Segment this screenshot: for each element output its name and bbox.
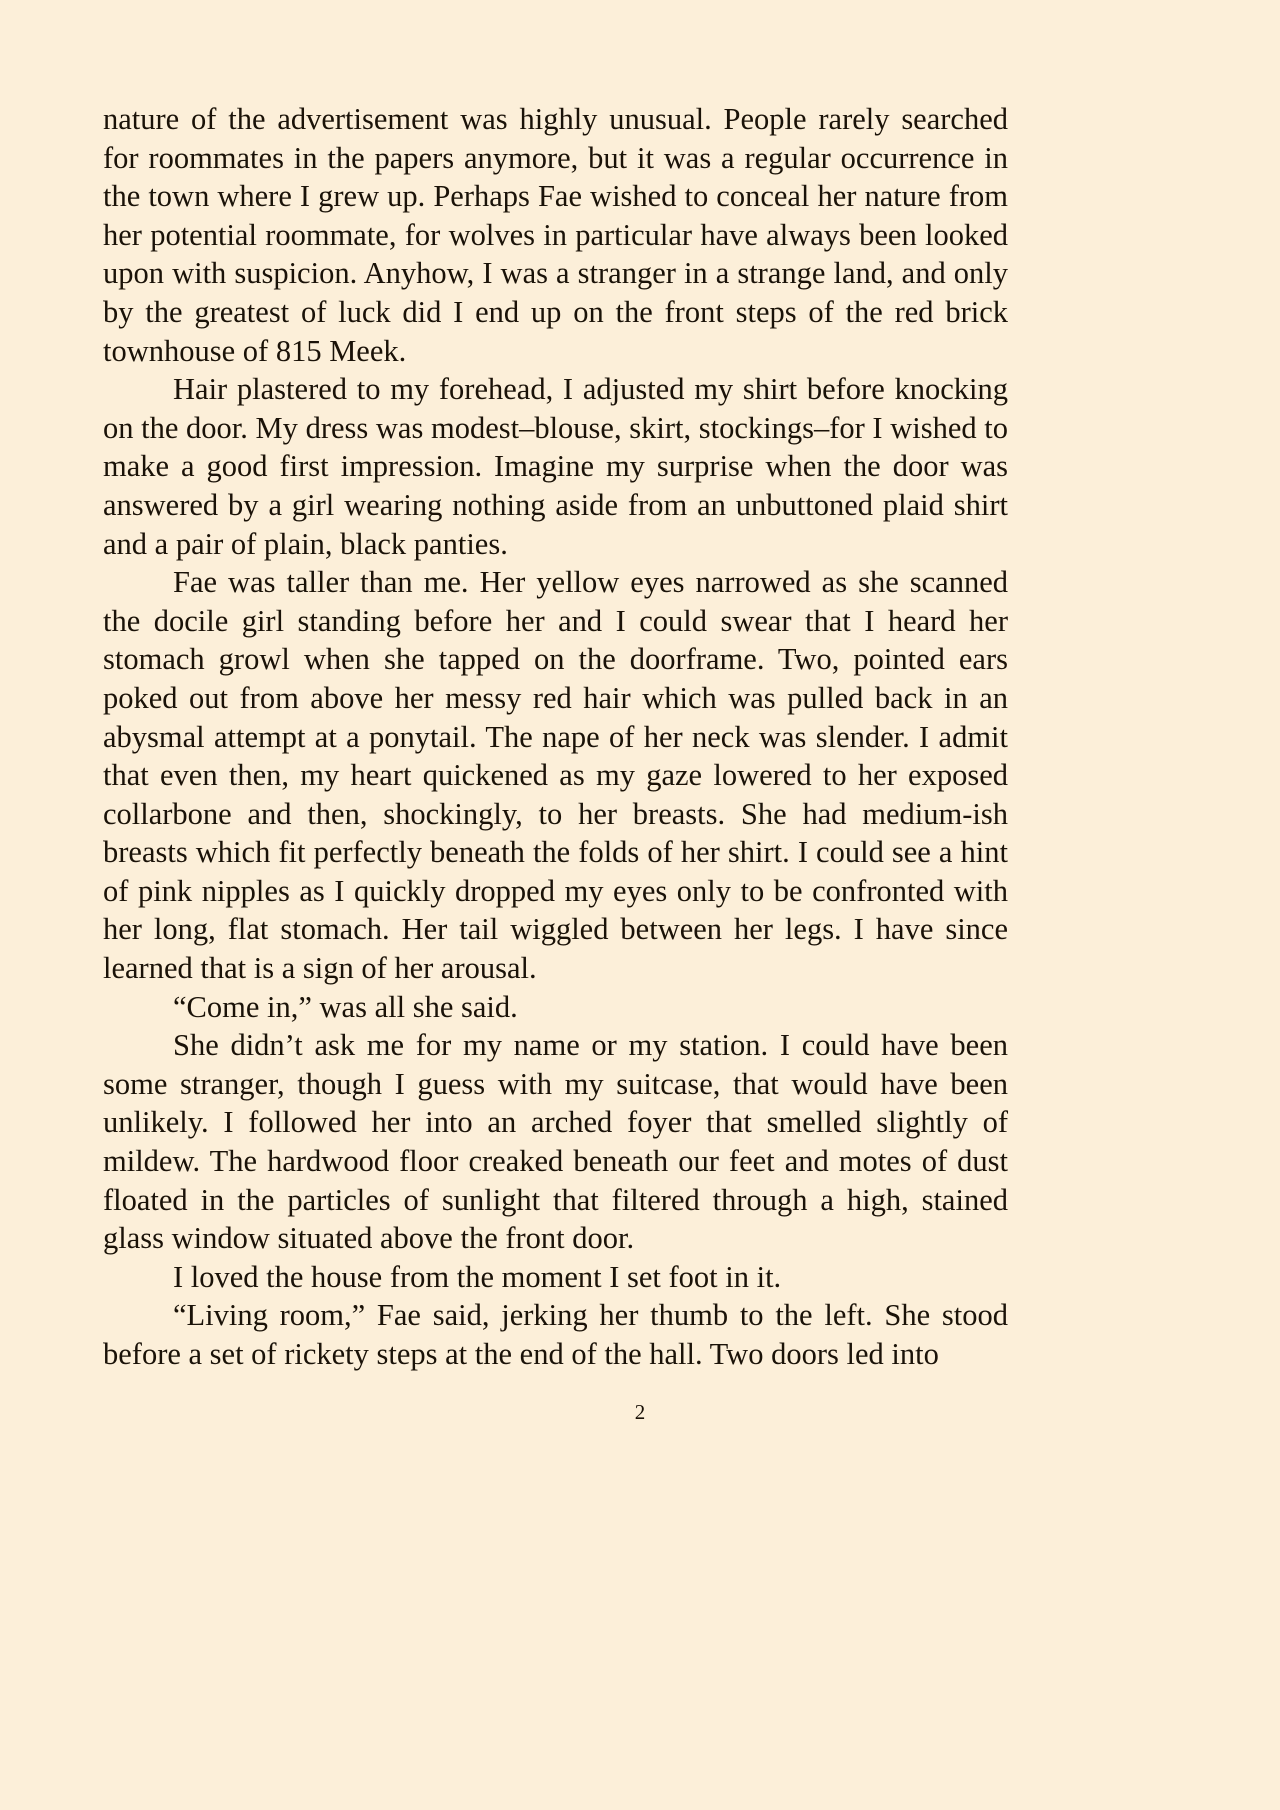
paragraph-she-didnt-ask: She didn’t ask me for my name or my station. I could have been some stranger, though I guess with my suitcase, that would have been unlikely. I followed her into an arched foyer that smelled slightly of mildew. The hardwood floor creaked beneath our feet and motes of dust floated in the particles of sunlight that filtered through a high, stained glass window situated above the front door. <box>103 1028 1008 1256</box>
paragraph-loved-house: I loved the house from the moment I set foot in it. <box>173 1259 782 1294</box>
text-column <box>103 100 1008 1374</box>
paragraph-continued: nature of the advertisement was highly unusual. People rarely searched for roommates in the papers anymore, but it was a regular occurrence in the town where I grew up. Perhaps Fae wished to conceal her nature from her potential roommate, for wolves in particular have always been looked upon with suspicion. Anyhow, I was a stranger in a strange land, and only by the greatest of luck did I end up on the front steps of the red brick townhouse of 815 Meek. <box>103 102 1008 368</box>
paragraph-come-in: “Come in,” was all she said. <box>173 989 518 1024</box>
page-number: 2 <box>634 1400 646 1424</box>
paragraph-fae-taller: Fae was taller than me. Her yellow eyes narrowed as she scanned the docile girl standing before her and I could swear that I heard her stomach growl when she tapped on the doorframe. Two, pointed ears poked out from above her messy red hair which was pulled back in an abysmal attempt at a ponytail. The nape of her neck was slender. I admit that even then, my heart quickened as my gaze lowered to her exposed collarbone and then, shockingly, to her breasts. She had medium-ish breasts which fit perfectly beneath the folds of her shirt. I could see a hint of pink nipples as I quickly dropped my eyes only to be confronted with her long, flat stomach. Her tail wiggled between her legs. I have since learned that is a sign of her arousal. <box>103 565 1008 986</box>
paragraph-hair-plastered: Hair plastered to my forehead, I adjusted my shirt before knocking on the door. My dress was modest–blouse, skirt, stockings–for I wished to make a good first impression. Imagine my surprise when the door was answered by a girl wearing nothing aside from an unbuttoned plaid shirt and a pair of plain, black panties. <box>103 372 1008 561</box>
paragraph-living-room: “Living room,” Fae said, jerking her thumb to the left. She stood before a set of rickety steps at the end of the hall. Two doors led into <box>103 1298 1008 1371</box>
